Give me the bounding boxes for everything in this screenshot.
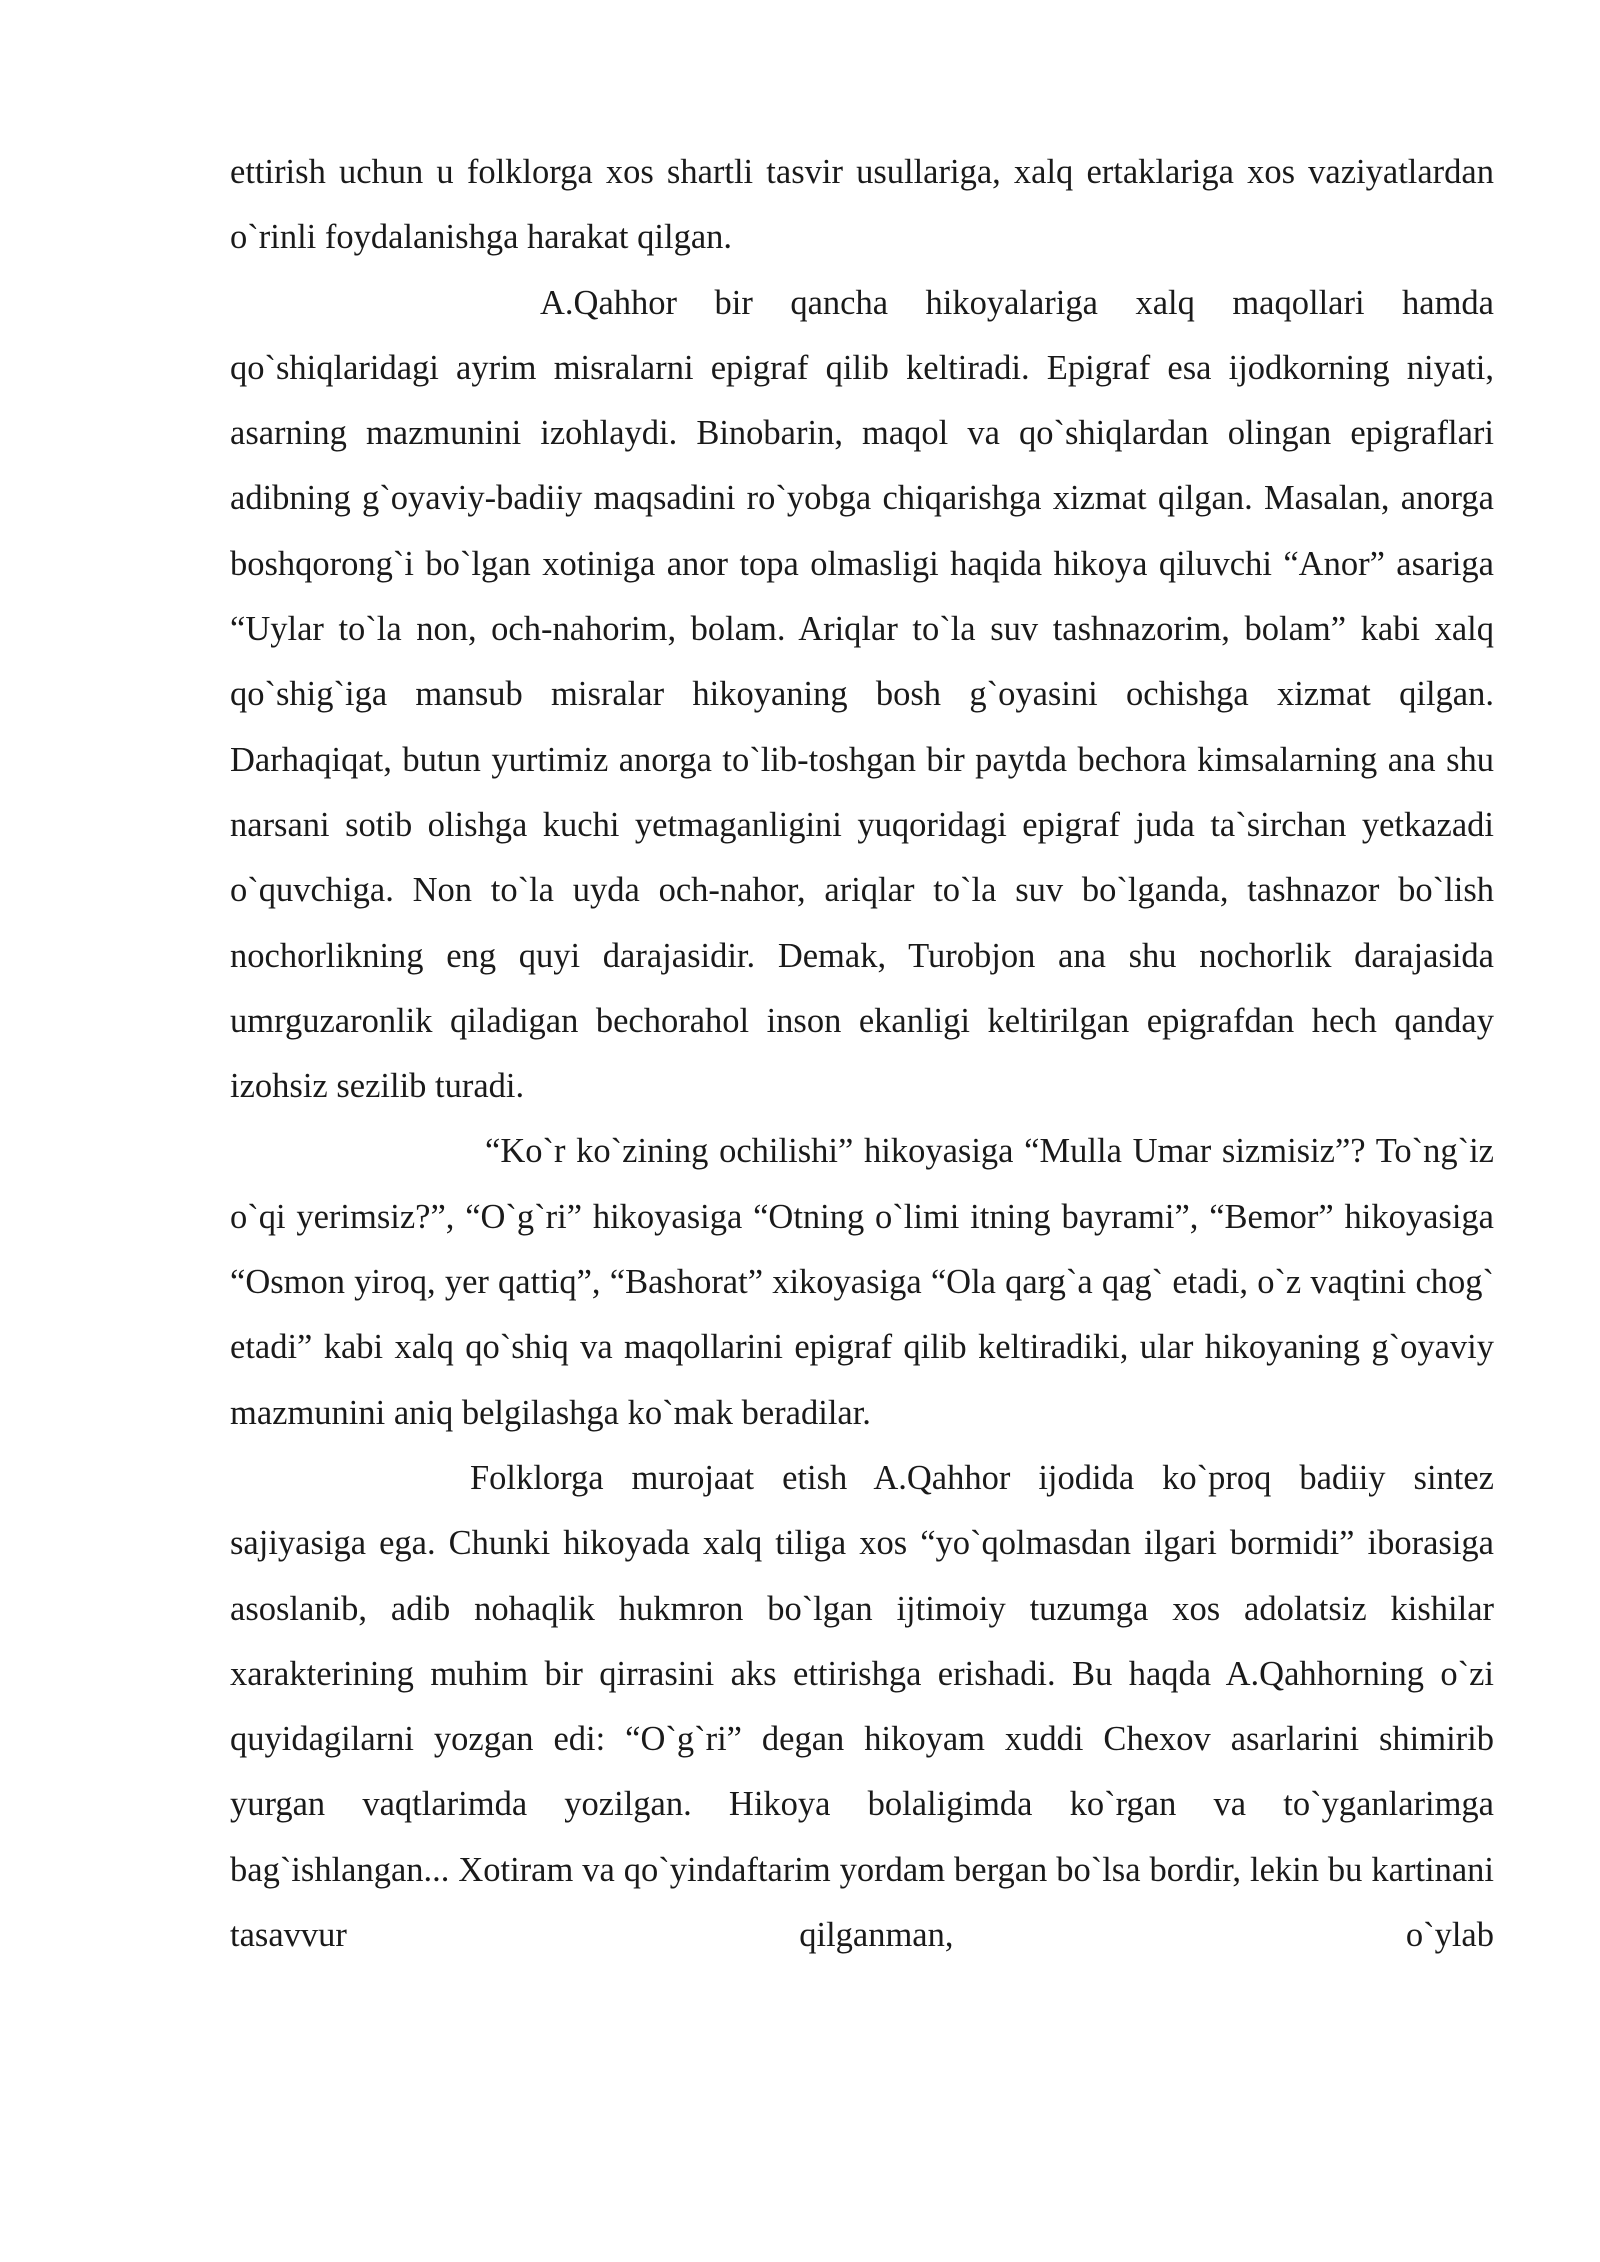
paragraph-epigraph-examples: “Ko`r ko`zining ochilishi” hikoyasiga “Mulla Umar sizmisiz”? To`ng`iz o`qi yerimsiz?”, “O`g`ri” hikoyasiga “Otning o`limi itning bayrami”, “Bemor” hikoyasiga “Osmon yiroq, yer qattiq”, “Bashorat” xikoyasiga “Ola qarg`a qag` etadi, o`z vaqtini chog` etadi” kabi xalq qo`shiq va maqollarini epigraf qilib keltiradiki, ular hikoyaning g`oyaviy mazmunini aniq belgilashga ko`mak beradilar. bbox=[230, 1132, 1494, 1432]
paragraph-folklore-synthesis: Folklorga murojaat etish A.Qahhor ijodida ko`proq badiiy sintez sajiyasiga ega. Chunki hikoyada xalq tiliga xos “yo`qolmasdan ilgari bormidi” iborasiga asoslanib, adib nohaqlik hukmron bo`lgan ijtimoiy tuzumga xos adolatsiz kishilar xarakterining muhim bir qirrasini aks ettirishga erishadi. Bu haqda A.Qahhorning o`zi quyidagilarni yozgan edi: “O`g`ri” degan hikoyam xuddi Chexov asarlarini shimirib yurgan vaqtlarimda yozilgan. Hikoya bolaligimda ko`rgan va to`yganlarimga bag`ishlangan... Xotiram va qo`yindaftarim yordam bergan bo`lsa bordir, lekin bu kartinani tasavvur qilganman, o`ylab bbox=[230, 1458, 1494, 1955]
document-page bbox=[230, 140, 1494, 1968]
paragraph-epigraph-intro: A.Qahhor bir qancha hikoyalariga xalq maqollari hamda qo`shiqlaridagi ayrim misralarni epigraf qilib keltiradi. Epigraf esa ijodkorning niyati, asarning mazmunini izohlaydi. Binobarin, maqol va qo`shiqlardan olingan epigraflari adibning g`oyaviy-badiiy maqsadini ro`yobga chiqarishga xizmat qilgan. Masalan, anorga boshqorong`i bo`lgan xotiniga anor topa olmasligi haqida hikoya qiluvchi “Anor” asariga “Uylar to`la non, och-nahorim, bolam. Ariqlar to`la suv tashnazorim, bolam” kabi xalq qo`shig`iga mansub misralar hikoyaning bosh g`oyasini ochishga xizmat qilgan. Darhaqiqat, butun yurtimiz anorga to`lib-toshgan bir paytda bechora kimsalarning ana shu narsani sotib olishga kuchi yetmaganligini yuqoridagi epigraf juda ta`sirchan yetkazadi o`quvchiga. Non to`la uyda och-nahor, ariqlar to`la suv bo`lganda, tashnazor bo`lish nochorlikning eng quyi darajasidir. Demak, Turobjon ana shu nochorlik darajasida umrguzaronlik qiladigan bechorahol inson ekanligi keltirilgan epigrafdan hech qanday izohsiz sezilib turadi. bbox=[230, 283, 1494, 1106]
paragraph-continued: ettirish uchun u folklorga xos shartli tasvir usullariga, xalq ertaklariga xos vaziyatlardan o`rinli foydalanishga harakat qilgan. bbox=[230, 153, 1494, 257]
